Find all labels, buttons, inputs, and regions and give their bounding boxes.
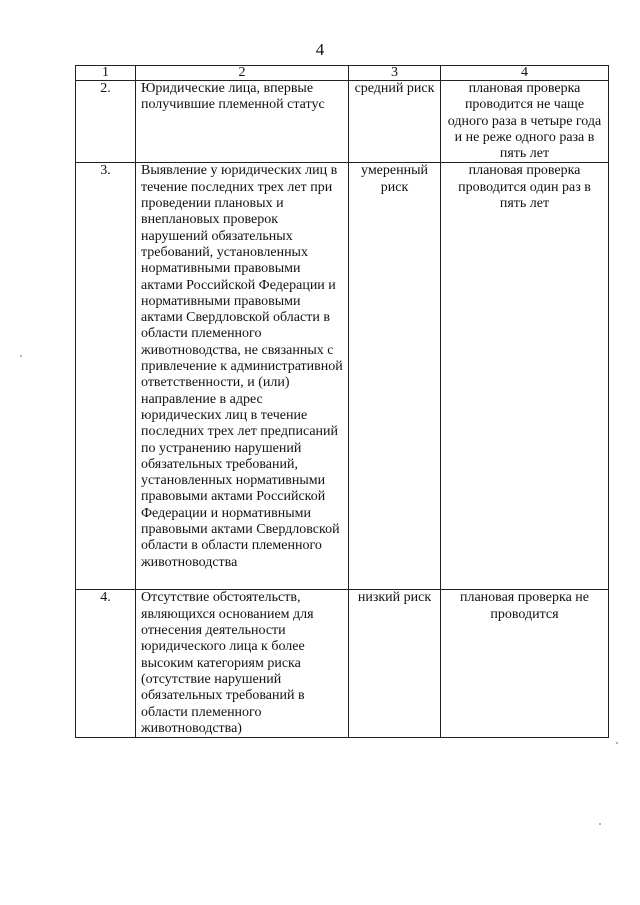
table-row bbox=[76, 163, 609, 590]
row-number: 3. bbox=[76, 163, 136, 590]
row-description: Юридические лица, впервые получившие племенной статус bbox=[136, 81, 349, 163]
row-description: Выявление у юридических лиц в течение последних трех лет при проведении плановых и внеплановых проверок нарушений обязательных требований, установленных нормативными правовыми актами Российской Федерации и нормативными правовыми актами Свердловской области в области племенного животноводства, не связанных с привлечение к административной ответственности, и (или) направление в адрес юридических лиц в течение последних трех лет предписаний по устранению нарушений обязательных требований, установленных нормативными правовыми актами Российской Федерации и нормативными правовыми актами Свердловской области в области племенного животноводства bbox=[136, 163, 349, 590]
table-header-row bbox=[76, 66, 609, 81]
column-header-1: 1 bbox=[76, 66, 136, 81]
page-number: 4 bbox=[315, 40, 325, 59]
row-number: 4. bbox=[76, 590, 136, 738]
column-header-3: 3 bbox=[349, 66, 441, 81]
column-header-2: 2 bbox=[136, 66, 349, 81]
scan-speck bbox=[20, 355, 22, 357]
row-risk-category: средний риск bbox=[349, 81, 441, 163]
row-number: 2. bbox=[76, 81, 136, 163]
row-description: Отсутствие обстоятельств, являющихся основанием для отнесения деятельности юридического лица к более высоким категориям риска (отсутствие нарушений обязательных требований в области племенного животноводства) bbox=[136, 590, 349, 738]
scan-speck bbox=[599, 823, 601, 825]
row-risk-category: низкий риск bbox=[349, 590, 441, 738]
row-inspection-frequency: плановая проверка не проводится bbox=[441, 590, 609, 738]
row-inspection-frequency: плановая проверка проводится один раз в пять лет bbox=[441, 163, 609, 590]
scan-speck bbox=[616, 742, 618, 744]
risk-category-table bbox=[75, 65, 609, 738]
table-row bbox=[76, 590, 609, 738]
row-inspection-frequency: плановая проверка проводится не чаще одного раза в четыре года и не реже одного раза в пять лет bbox=[441, 81, 609, 163]
column-header-4: 4 bbox=[441, 66, 609, 81]
table-row bbox=[76, 81, 609, 163]
row-risk-category: умеренный риск bbox=[349, 163, 441, 590]
